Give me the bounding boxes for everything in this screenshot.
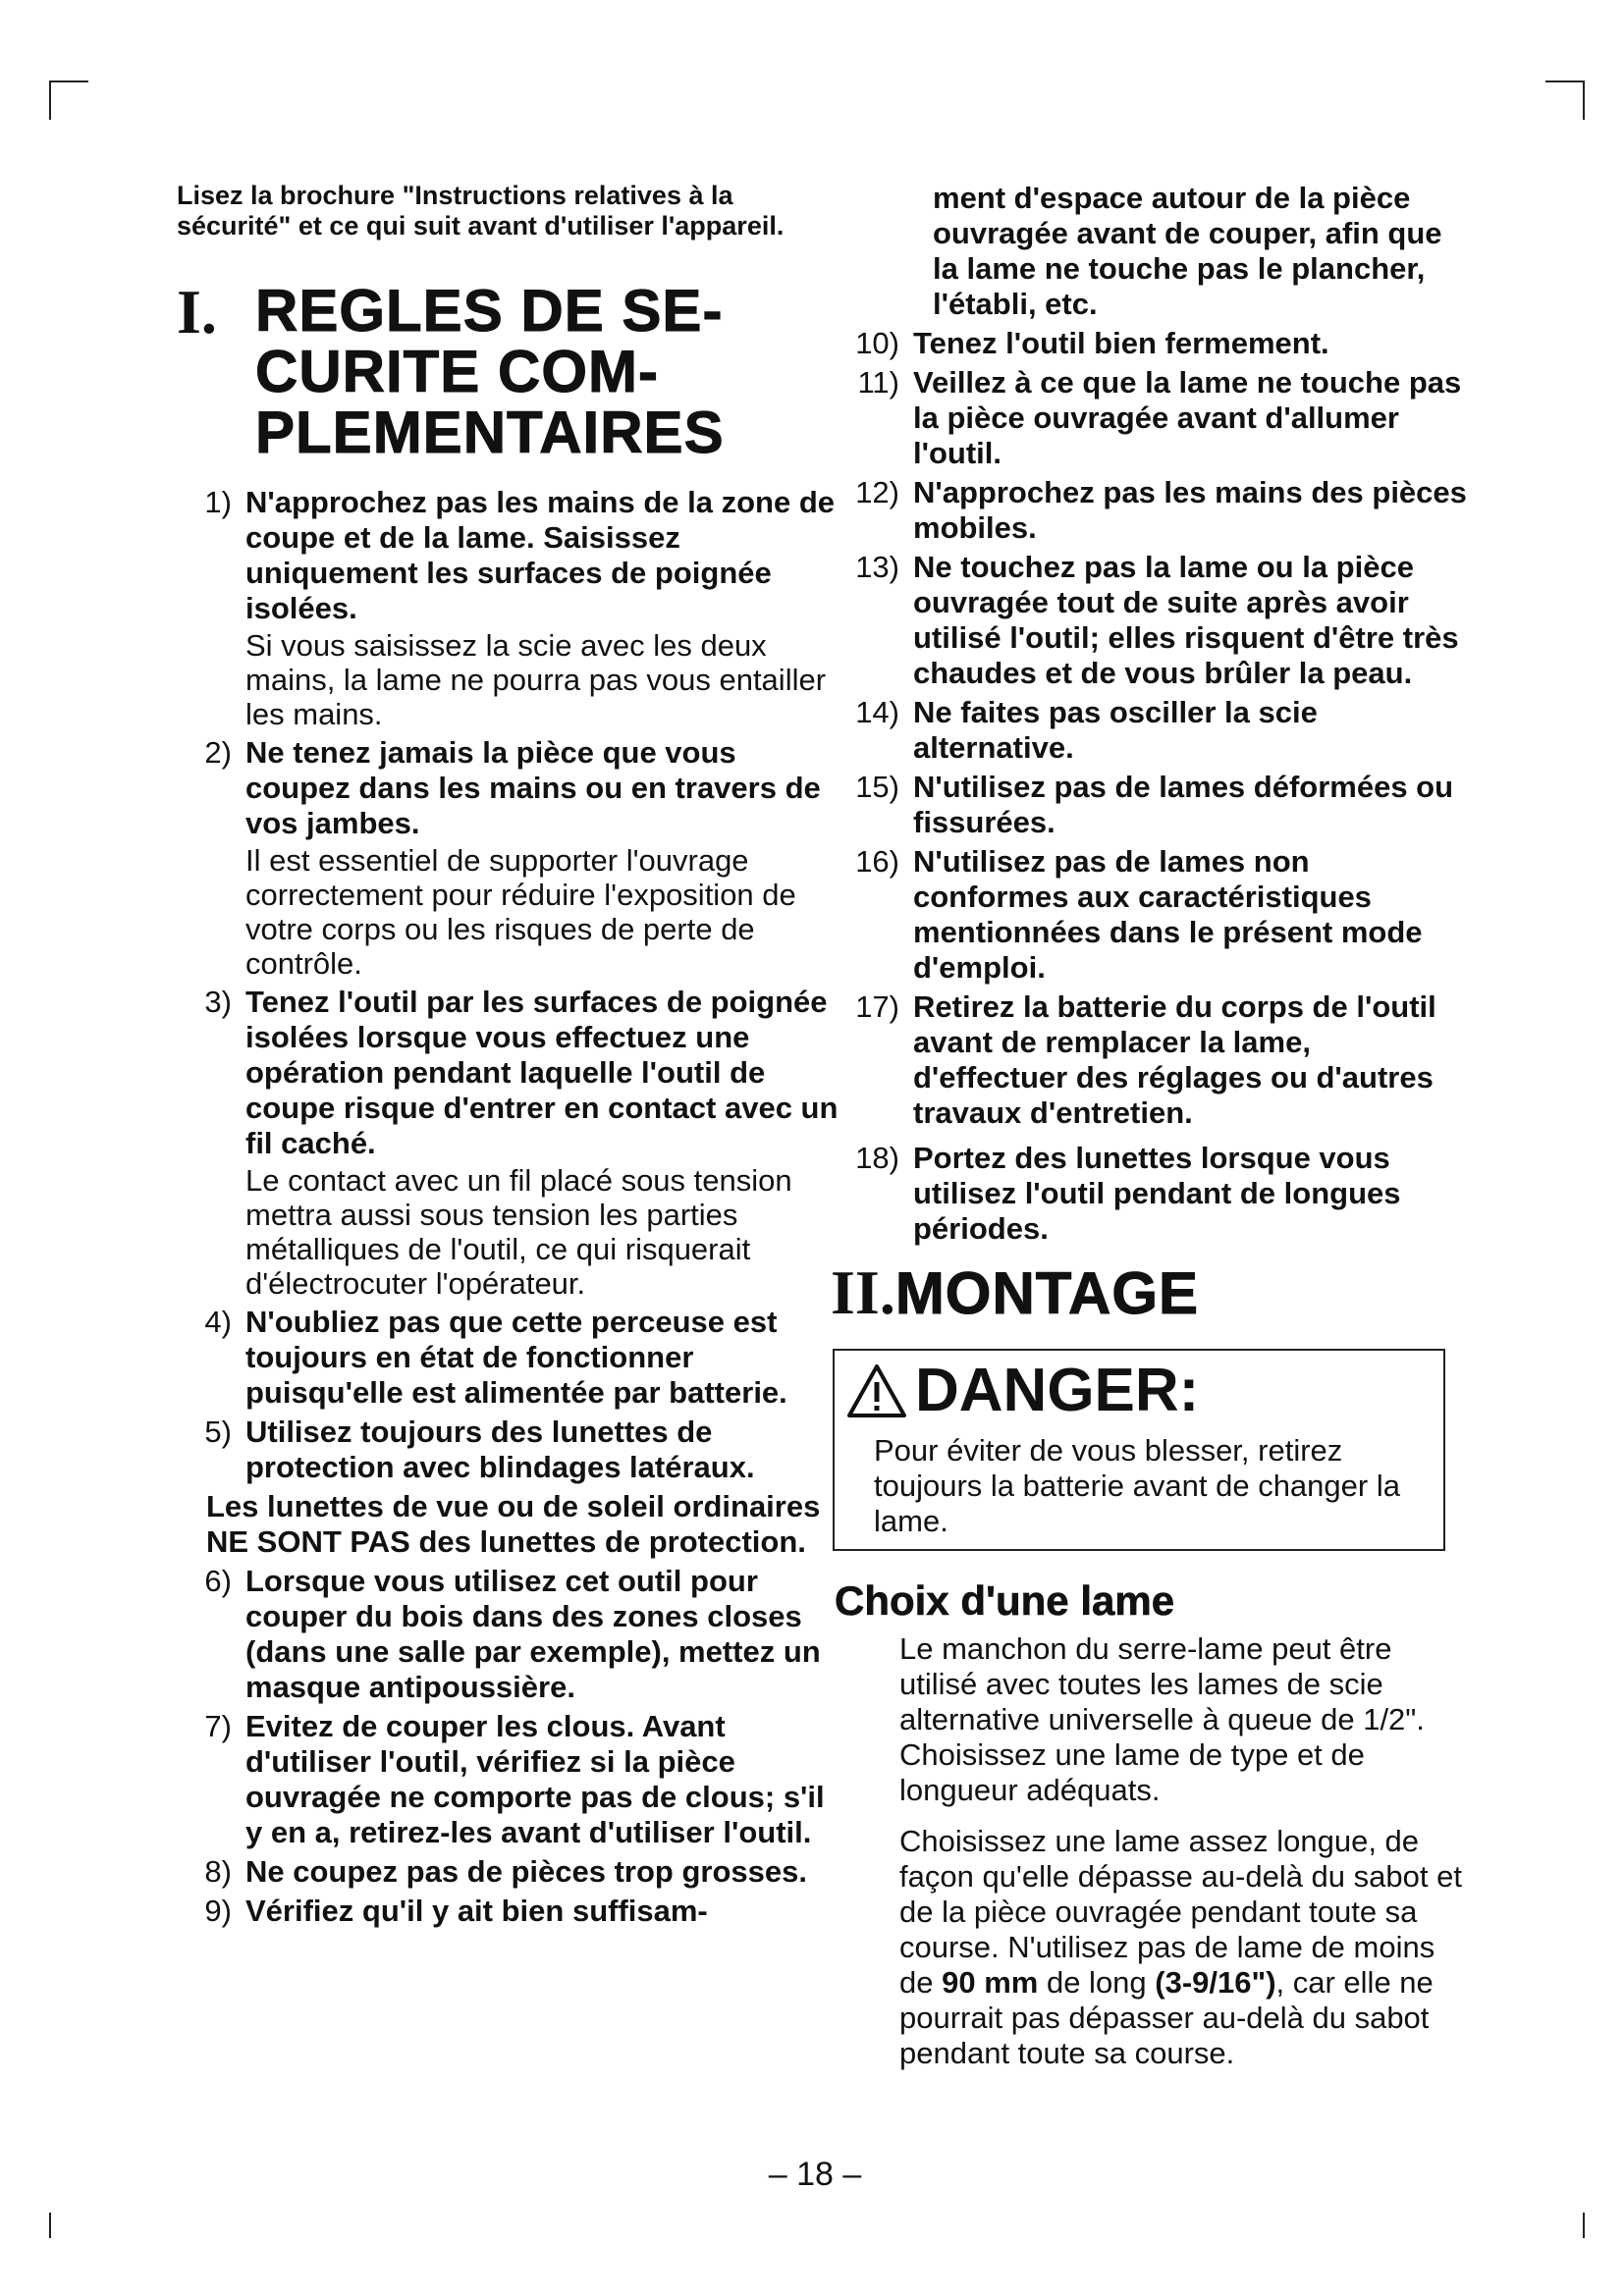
rule-number: 15) xyxy=(855,770,899,804)
rule-number: 17) xyxy=(855,989,899,1024)
rule-number: 4) xyxy=(204,1305,232,1339)
rule-number: 16) xyxy=(855,844,899,879)
text-run: Choisissez une lame assez longue, de façon qu'elle dépasse au-delà du sabot et de la pièce ouvragée pendant toute sa course. N'utilisez pas de lame de moins de xyxy=(899,1824,1462,2000)
rule-item xyxy=(844,844,1473,986)
rule-bold-text: Tenez l'outil bien fermement. xyxy=(913,326,1329,360)
rule-item xyxy=(844,989,1473,1131)
rule-number: 18) xyxy=(855,1141,899,1175)
rule-bold-text: N'utilisez pas de lames déformées ou fissurées. xyxy=(913,770,1454,839)
rule-bold-text: Tenez l'outil par les surfaces de poignée isolées lorsque vous effectuez une opération pendant laquelle l'outil de coupe risque d'entrer en contact avec un fil caché. xyxy=(245,985,839,1160)
rule-item xyxy=(177,1709,844,1850)
rule-item xyxy=(844,770,1473,840)
rule-bold-text: Portez des lunettes lorsque vous utilisez l'outil pendant de longues périodes. xyxy=(913,1141,1401,1246)
rule-explanation: Si vous saisissez la scie avec les deux mains, la lame ne pourra pas vous entailler les mains. xyxy=(245,628,827,731)
rule-bold-text: Ne touchez pas la lame ou la pièce ouvragée tout de suite après avoir utilisé l'outil; elles risquent d'être très chaudes et de vous brûler la peau. xyxy=(913,550,1459,690)
rule-bold-text: N'utilisez pas de lames non conformes aux caractéristiques mentionnées dans le présent mode d'emploi. xyxy=(913,844,1423,985)
page-number: – 18 – xyxy=(768,2156,862,2193)
crop-mark-top-right-h xyxy=(1545,80,1585,82)
choix-paragraph-1: Le manchon du serre-lame peut être utilisé avec toutes les lames de scie alternative universelle à queue de 1/2". Choisissez une lame de type et de longueur adéquats. xyxy=(899,1631,1425,1807)
rule-bold-text: N'approchez pas les mains de la zone de coupe et de la lame. Saisissez uniquement les surfaces de poignée isolées. xyxy=(245,485,836,625)
rule-number: 2) xyxy=(204,735,232,770)
section-1-title-line: CURITE COM- xyxy=(255,339,659,404)
danger-heading xyxy=(835,1357,1443,1425)
rule-item xyxy=(844,1141,1473,1247)
section-2-title: MONTAGE xyxy=(894,1260,1200,1326)
rule-item xyxy=(177,1415,844,1485)
rule-bold-text: Evitez de couper les clous. Avant d'utiliser l'outil, vérifiez si la pièce ouvragée ne comporte pas de clous; s'il y en a, retirez-les avant d'utiliser l'outil. xyxy=(245,1709,825,1849)
crop-mark-top-right-v xyxy=(1583,80,1585,120)
rule-item xyxy=(844,365,1473,471)
rule-9-continuation: ment d'espace autour de la pièce ouvragée avant de couper, afin que la lame ne touche pas le plancher, l'établi, etc. xyxy=(933,181,1442,321)
rule-explanation: Le contact avec un fil placé sous tension mettra aussi sous tension les parties métalliques de l'outil, ce qui risquerait d'électrocuter l'opérateur. xyxy=(245,1163,792,1301)
rule-number: 8) xyxy=(204,1854,232,1889)
crop-mark-bottom-left xyxy=(49,2213,51,2238)
rule-number: 1) xyxy=(204,485,232,519)
rule-bold-text: Lorsque vous utilisez cet outil pour couper du bois dans des zones closes (dans une salle par exemple), mettez un masque antipoussière. xyxy=(245,1564,821,1704)
rule-number: 12) xyxy=(855,475,899,509)
rule-item xyxy=(177,1854,844,1890)
rule-number: 11) xyxy=(857,365,899,400)
rule-item xyxy=(844,695,1473,766)
rule-note: Les lunettes de vue ou de soleil ordinaires NE SONT PAS des lunettes de protection. xyxy=(206,1489,821,1559)
rule-bold-text: Ne tenez jamais la pièce que vous coupez dans les mains ou en travers de vos jambes. xyxy=(245,735,821,840)
rule-explanation: Il est essentiel de supporter l'ouvrage correctement pour réduire l'exposition de votre corps ou les risques de perte de contrôle. xyxy=(245,843,796,981)
rule-item xyxy=(177,1894,844,1929)
section-1-numeral: I. xyxy=(177,277,217,347)
section-2-heading xyxy=(831,1256,1473,1329)
rule-item xyxy=(177,485,844,731)
rule-number: 5) xyxy=(204,1415,232,1449)
choix-heading: Choix d'une lame xyxy=(835,1577,1175,1624)
intro-text: Lisez la brochure "Instructions relatives à la sécurité" et ce qui suit avant d'utiliser l'appareil. xyxy=(177,181,785,240)
choix-paragraph-2 xyxy=(844,1824,1473,2071)
section-1-title-line: PLEMENTAIRES xyxy=(255,400,725,465)
rule-number: 3) xyxy=(204,985,232,1019)
text-run: , car elle ne pourrait pas dépasser au-delà du sabot pendant toute sa course. xyxy=(899,1965,1434,2070)
text-run: de long xyxy=(1038,1965,1156,2000)
crop-mark-bottom-right xyxy=(1583,2213,1585,2238)
warning-triangle-icon xyxy=(846,1363,907,1418)
rule-item xyxy=(844,326,1473,361)
rule-number: 14) xyxy=(855,695,899,729)
rule-bold-text: Retirez la batterie du corps de l'outil avant de remplacer la lame, d'effectuer des réglages ou d'autres travaux d'entretien. xyxy=(913,989,1436,1130)
rule-bold-text: Veillez à ce que la lame ne touche pas la pièce ouvragée avant d'allumer l'outil. xyxy=(913,365,1462,470)
rule-bold-text: Ne faites pas osciller la scie alternative. xyxy=(913,695,1318,765)
text-run-bold: 90 mm xyxy=(942,1965,1039,2000)
danger-box xyxy=(833,1349,1445,1551)
crop-mark-top-left-h xyxy=(49,80,88,82)
rule-number: 10) xyxy=(855,326,899,360)
rule-bold-text: N'oubliez pas que cette perceuse est toujours en état de fonctionner puisqu'elle est alimentée par batterie. xyxy=(245,1305,787,1410)
rule-item xyxy=(844,475,1473,546)
rule-bold-text: Utilisez toujours des lunettes de protection avec blindages latéraux. xyxy=(245,1415,755,1484)
rule-bold-text: N'approchez pas les mains des pièces mobiles. xyxy=(913,475,1467,545)
right-column xyxy=(831,177,1473,2087)
rule-number: 9) xyxy=(204,1894,232,1928)
rule-item xyxy=(177,1305,844,1411)
section-1-title-line: REGLES DE SE- xyxy=(255,278,724,344)
text-run-bold: (3-9/16") xyxy=(1155,1965,1276,2000)
rule-number: 7) xyxy=(204,1709,232,1743)
rule-number: 13) xyxy=(855,550,899,584)
section-2-numeral: II. xyxy=(831,1257,895,1327)
rule-bold-text: Vérifiez qu'il y ait bien suffisam- xyxy=(245,1894,708,1928)
left-column xyxy=(177,177,844,1933)
section-1-heading xyxy=(177,277,844,465)
section-1-title xyxy=(255,278,725,465)
rule-bold-text: Ne coupez pas de pièces trop grosses. xyxy=(245,1854,807,1889)
danger-title: DANGER: xyxy=(915,1357,1200,1424)
rule-number: 6) xyxy=(204,1564,232,1598)
danger-text: Pour éviter de vous blesser, retirez toujours la batterie avant de changer la lame. xyxy=(874,1433,1400,1538)
rule-item xyxy=(177,985,844,1301)
crop-mark-top-left-v xyxy=(49,80,51,120)
rule-item xyxy=(177,1564,844,1705)
rule-item xyxy=(177,735,844,981)
rule-item xyxy=(844,550,1473,691)
